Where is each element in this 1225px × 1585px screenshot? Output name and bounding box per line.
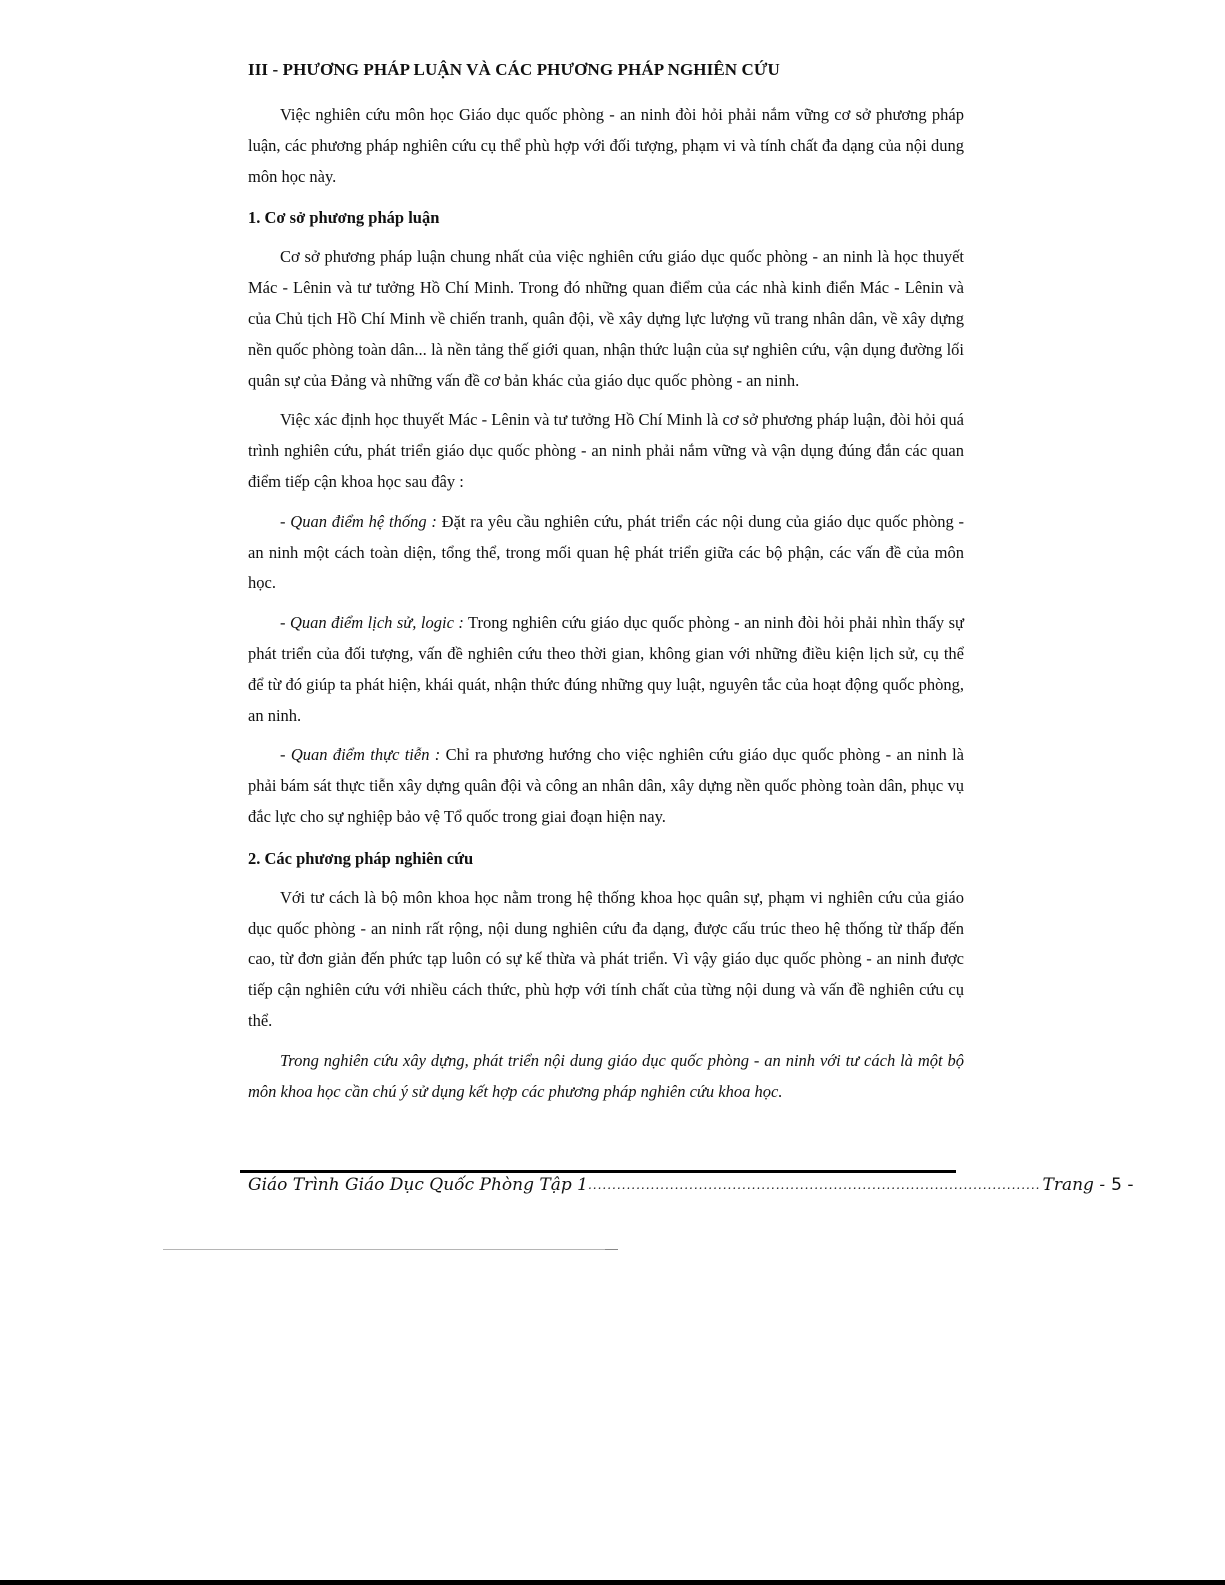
subsection-2-paragraph-1: Với tư cách là bộ môn khoa học nằm trong hệ thống khoa học quân sự, phạm vi nghiên cứu của giáo dục quốc phòng - an ninh rất rộng, nội dung nghiên cứu đa dạng, được cấu trúc theo hệ thống từ thấp đến cao, từ đơn giản đến phức tạp luôn có sự kế thừa và phát triển. Vì vậy giáo dục quốc phòng - an ninh được tiếp cận nghiên cứu với nhiều cách thức, phù hợp với tính chất của từng nội dung và vấn đề nghiên cứu cụ thể. [248, 887, 964, 1030]
page-footer [240, 1170, 1134, 1196]
footer-book-title: Giáo Trình Giáo Dục Quốc Phòng Tập 1 [248, 1175, 588, 1195]
bottom-edge-bar [0, 1580, 1225, 1585]
page-divider-end [605, 1249, 618, 1250]
page-divider-line [163, 1249, 618, 1250]
viewpoint-practice [248, 740, 964, 832]
subsection-1-paragraph-2: Việc xác định học thuyết Mác - Lênin và tư tưởng Hồ Chí Minh là cơ sở phương pháp luận, đòi hỏi quá trình nghiên cứu, phát triển giáo dục quốc phòng - an ninh phải nắm vững và vận dụng đúng đắn các quan điểm tiếp cận khoa học sau đây : [248, 410, 964, 491]
footer-leader-dots: .............................................................................................. [587, 1178, 1041, 1192]
intro-paragraph: Việc nghiên cứu môn học Giáo dục quốc phòng - an ninh đòi hỏi phải nắm vững cơ sở phương pháp luận, các phương pháp nghiên cứu cụ thể phù hợp với đối tượng, phạm vi và tính chất đa dạng của nội dung môn học này. [248, 105, 964, 186]
footer-page-label: Trang - [1042, 1175, 1106, 1195]
viewpoint-history-lead: - Quan điểm lịch sử, logic : [280, 613, 464, 633]
subsection-2-paragraph-2: Trong nghiên cứu xây dựng, phát triển nội dung giáo dục quốc phòng - an ninh với tư cách là một bộ môn khoa học cần chú ý sử dụng kết hợp các phương pháp nghiên cứu khoa học. [248, 1050, 964, 1101]
viewpoint-practice-text: Chỉ ra phương hướng cho việc nghiên cứu giáo dục quốc phòng - an ninh là phải bám sát thực tiễn xây dựng quân đội và công an nhân dân, xây dựng nền quốc phòng toàn dân, phục vụ đắc lực cho sự nghiệp bảo vệ Tổ quốc trong giai đoạn hiện nay. [248, 745, 964, 826]
section-title: III - PHƯƠNG PHÁP LUẬN VÀ CÁC PHƯƠNG PHÁP NGHIÊN CỨU [248, 60, 780, 79]
viewpoint-practice-lead: - Quan điểm thực tiễn : [280, 745, 441, 765]
document-page [248, 58, 964, 1107]
footer-page-number: 5 - [1111, 1175, 1134, 1195]
subsection-1-paragraph-1: Cơ sở phương pháp luận chung nhất của việc nghiên cứu giáo dục quốc phòng - an ninh là học thuyết Mác - Lênin và tư tưởng Hồ Chí Minh. Trong đó những quan điểm của các nhà kinh điển Mác - Lênin và của Chủ tịch Hồ Chí Minh về chiến tranh, quân đội, về xây dựng lực lượng vũ trang nhân dân, về xây dựng nền quốc phòng toàn dân... là nền tảng thế giới quan, nhận thức luận của sự nghiên cứu, vận dụng đường lối quân sự của Đảng và những vấn đề cơ bản khác của giáo dục quốc phòng - an ninh. [248, 247, 964, 390]
subsection-2-title: 2. Các phương pháp nghiên cứu [248, 848, 474, 868]
subsection-1-title: 1. Cơ sở phương pháp luận [248, 208, 440, 228]
viewpoint-system-lead: - Quan điểm hệ thống : [280, 511, 437, 531]
viewpoint-history-text: Trong nghiên cứu giáo dục quốc phòng - an ninh đòi hỏi phải nhìn thấy sự phát triển của đối tượng, vấn đề nghiên cứu theo thời gian, không gian với những điều kiện lịch sử, cụ thể để từ đó giúp ta phát hiện, khái quát, nhận thức đúng những quy luật, nguyên tắc của hoạt động quốc phòng, an ninh. [248, 613, 964, 725]
viewpoint-history-logic [248, 608, 964, 731]
viewpoint-system [248, 507, 964, 599]
viewpoint-system-text: Đặt ra yêu cầu nghiên cứu, phát triển các nội dung của giáo dục quốc phòng - an ninh một cách toàn diện, tổng thể, trong mối quan hệ phát triển giữa các bộ phận, các vấn đề của môn học. [248, 511, 964, 593]
